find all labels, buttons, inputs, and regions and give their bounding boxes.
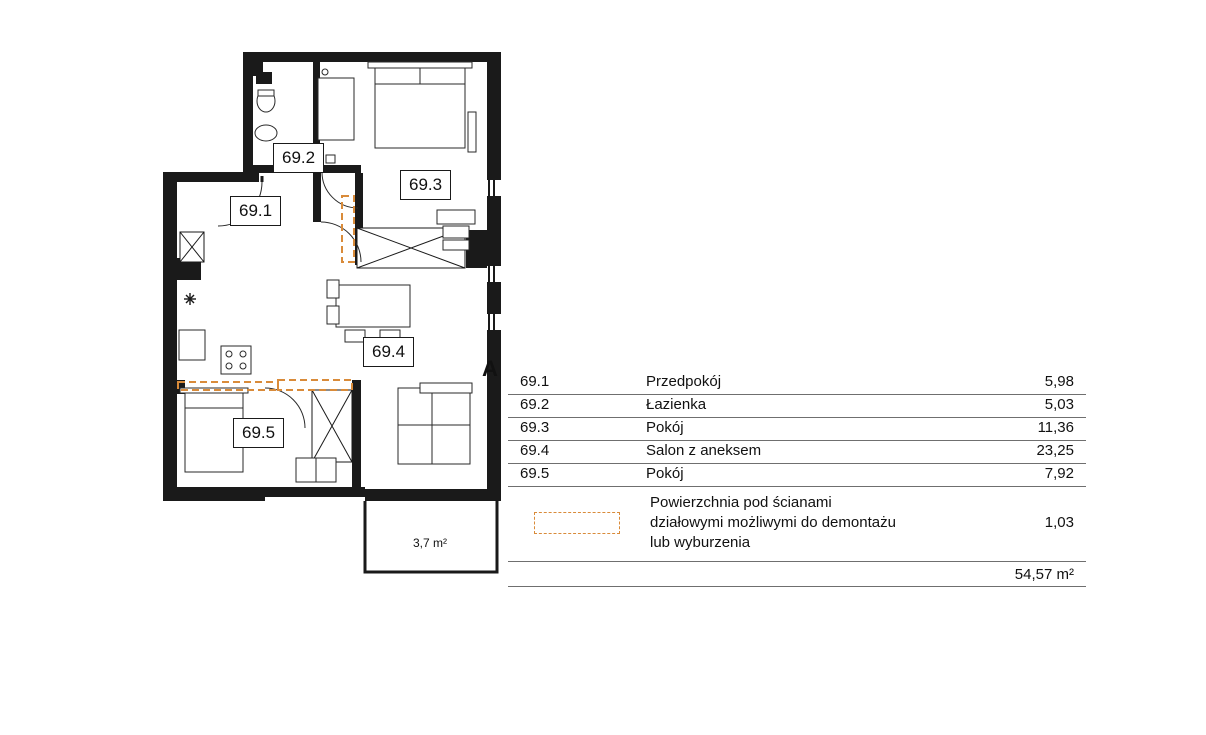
table-row	[508, 418, 1086, 441]
row-name: Przedpokój	[646, 373, 722, 390]
table-row	[508, 441, 1086, 464]
row-area: 5,98	[1044, 373, 1074, 390]
total-row	[508, 562, 1086, 587]
row-area: 7,92	[1044, 465, 1074, 482]
swatch-cell	[508, 512, 646, 534]
total-area: 54,57 m²	[1014, 565, 1074, 583]
demountable-walls-note	[508, 487, 1086, 562]
row-area: 11,36	[1037, 419, 1074, 436]
note-text	[646, 493, 966, 553]
room-label-69-4: 69.4	[363, 337, 414, 367]
room-label-69-1: 69.1	[230, 196, 281, 226]
row-area: 23,25	[1036, 442, 1074, 459]
note-area: 1,03	[1044, 514, 1074, 532]
note-line-1: Powierzchnia pod ścianami	[650, 494, 832, 511]
row-code: 69.1	[520, 373, 550, 390]
floor-plan	[0, 0, 560, 620]
table-row	[508, 395, 1086, 418]
floor-plan-drawing	[0, 0, 560, 620]
compass-indicator: A	[482, 356, 498, 381]
row-name: Pokój	[646, 465, 684, 482]
table-row	[508, 372, 1086, 395]
row-code: 69.2	[520, 396, 550, 413]
balcony-area-label: 3,7 m²	[413, 536, 448, 550]
demountable-wall-swatch	[534, 512, 620, 534]
note-line-2: działowymi możliwymi do demontażu	[650, 513, 896, 531]
row-name: Łazienka	[646, 396, 707, 413]
room-schedule-table	[508, 372, 1086, 587]
room-label-69-5: 69.5	[233, 418, 284, 448]
table-row	[508, 464, 1086, 487]
row-code: 69.3	[520, 419, 550, 436]
row-name: Pokój	[646, 419, 684, 436]
row-name: Salon z aneksem	[646, 442, 762, 459]
row-code: 69.5	[520, 465, 550, 482]
row-area: 5,03	[1044, 396, 1074, 413]
note-line-3: lub wyburzenia	[650, 533, 751, 551]
room-label-69-2: 69.2	[273, 143, 324, 173]
row-code: 69.4	[520, 442, 550, 459]
room-label-69-3: 69.3	[400, 170, 451, 200]
